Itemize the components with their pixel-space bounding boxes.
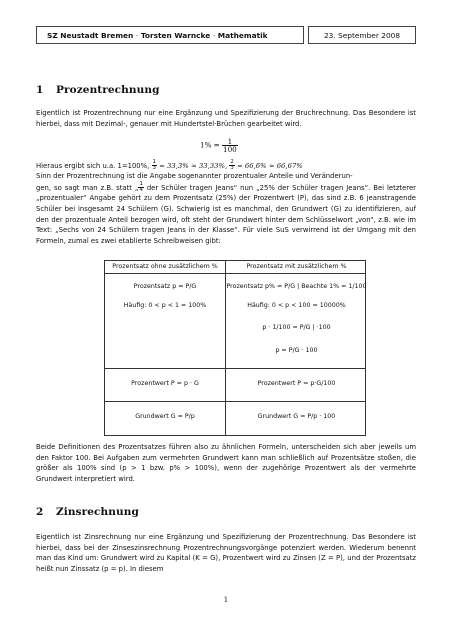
denominator: 4 [139,187,143,193]
section-title: Prozentrechnung [56,84,160,96]
denominator: 3 [152,165,156,172]
table-row-divider [105,401,365,402]
table-cell: Prozentsatz p% = P/G | Beachte 1% = 1/100 [226,283,367,290]
table-head-right: Prozentsatz mit zusätzlichem % [246,263,347,270]
section-number: 1 [36,84,44,96]
page-number: 1 [223,596,229,604]
consequence-value: = 66,6̅% ≈ 66,67% [236,161,303,170]
table-cell: p · 1/100 = P/G | ·100 [262,324,331,331]
formula-percent-definition [200,138,238,153]
header-subject: Mathematik [217,31,268,40]
section-title: Zinsrechnung [56,506,139,518]
header-left-box [36,26,304,44]
paragraph-line: gen, so sagt man z.B. statt „ [36,183,139,192]
table-cell: Grundwert G = P/p [135,413,195,420]
numerator: 1 [139,180,143,187]
section-heading [36,506,139,518]
numerator: 2 [230,159,234,165]
table-cell: Prozentwert P = p·G/100 [257,380,336,387]
header-date: 23. September 2008 [308,26,416,44]
header-school: SZ Neustadt Bremen [47,31,134,40]
page-header [36,26,416,46]
consequence-prefix: Hieraus ergibt sich u.a. 1=100%, [36,161,150,170]
table-cell: Grundwert G = P/p · 100 [257,413,336,420]
paragraph-meaning [36,171,416,246]
paragraph-intro: Eigentlich ist Prozentrechnung nur eine Ergänzung und Spezifizierung der Bruchrechnung. Das Besondere ist hierbei, dass mit Dezimal-, genauer mit Hundertstel-Brüchen gearbeitet wird. [36,109,416,128]
table-cell: Häufig: 0 < p < 100 = 10000% [247,302,346,309]
table-cell: Häufig: 0 < p < 1 = 100% [123,302,207,309]
table-cell: p = P/G · 100 [275,347,318,354]
header-separator: · [212,31,216,40]
formula-table [104,260,366,436]
consequence-value: = 33,3̅% ≈ 33,33%, [159,161,228,170]
numerator: 1 [152,159,156,165]
fraction [222,138,238,153]
paragraph-line: der Schüler tragen Jeans“ nun „25% der Schüler tragen Jeans“. [143,183,371,192]
header-separator: · [135,31,139,40]
denominator: 3 [230,165,234,172]
paragraph-text: Bei letzterer „prozentualer“ Angabe gehört zu dem Prozentsatz (25%) der Prozentwert (P), das sind z.B. 6 jeanstragende Schüler bei insgesamt 24 Schülern (G). Schwierig ist es manchmal, den Grundwert (G) zu identifizieren, auf den der prozentuale Anteil bezogen wird, oft steht der Grundwert hinter dem Schlüsselwort „von“, z.B. wie im Text: „Sechs von 24 Schülern tragen Jeans in der Klasse“. Für viele SuS verwirrend ist der Umgang mit den Formeln, zumal es zwei etablierte Schreibweisen gibt: [36,183,416,245]
denominator: 100 [223,145,237,155]
table-head-left: Prozentsatz ohne zusätzlichem % [112,263,218,270]
paragraph-outro: Beide Definitionen des Prozentsatzes führen also zu ähnlichen Formeln, unterscheiden sich aber jeweils um den Faktor 100. Bei Aufgaben zum vermehrten Grundwert kann man schließlich auf Prozentsätze stoßen, die größer als 100% sind (p > 1 bzw. p% > 100%), wenn der zugehörige Prozentwert als der vermehrte Grundwert interpretiert wird. [36,443,416,483]
formula-lhs: 1% = [200,140,220,150]
table-cell: Prozentsatz p = P/G [133,283,197,290]
section-number: 2 [36,506,44,518]
paragraph-line: Sinn der Prozentrechnung ist die Angabe sogenannter prozentualer Anteile und Veränderun- [36,172,353,180]
paragraph-interest: Eigentlich ist Zinsrechnung nur eine Ergänzung und Spezifizierung der Prozentrechnung. Das Besondere ist hierbei, dass bei der Zinseszinsrechnung Prozentrechnungsvorgänge potenziert werden. Wiederum benennt man das Kind um: Grundwert wird zu Kapital (K = G), Prozentwert wird zu Zinsen (Z = P), und der Prozentsatz heißt nun Zinssatz (p = p). In diesem [36,533,416,573]
table-row-divider [105,273,365,274]
table-row-divider [105,368,365,369]
header-author: Torsten Warncke [140,31,211,40]
table-cell: Prozentwert P = p · G [131,380,199,387]
numerator: 1 [222,138,238,146]
section-heading [36,84,160,96]
